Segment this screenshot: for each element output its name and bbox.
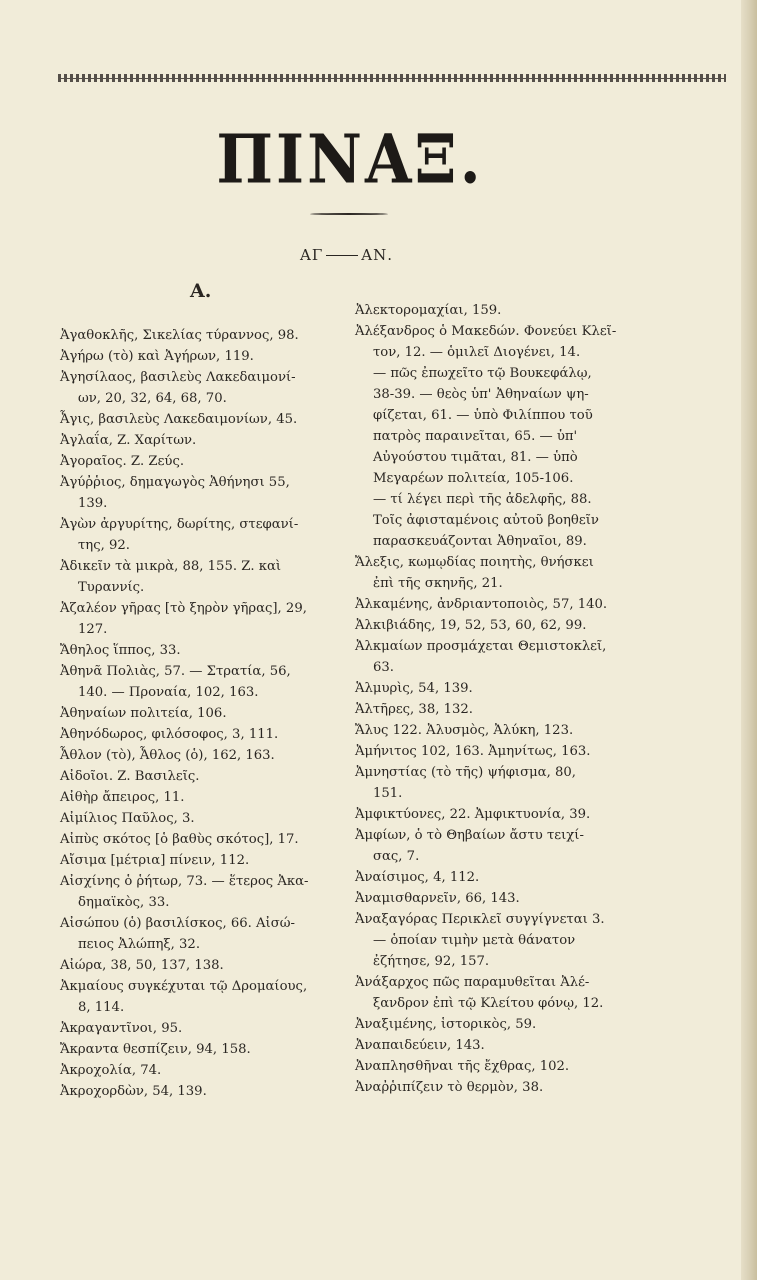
range-dash [326,255,358,256]
entry-continuation: Τοῖς ἀφισταμένοις αὐτοῦ βοηθεῖν [373,513,599,528]
index-entry [355,804,645,825]
index-entry [60,451,348,472]
entry-line: Ἀγήρω (τὸ) καὶ Ἀγήρων, 119. [60,349,254,364]
running-header [300,246,393,264]
index-column-right [355,300,645,1098]
entry-continuation: παρασκευάζονται Ἀθηναῖοι, 89. [373,534,587,549]
entry-line: Ἀλκιβιάδης, 19, 52, 53, 60, 62, 99. [355,618,587,633]
entry-line: Ἀλέξανδρος ὁ Μακεδών. Φονεύει Κλεῖ- [355,324,617,339]
index-entry [60,325,348,346]
entry-line: Αἰδοῖοι. Ζ. Βασιλεῖς. [60,769,200,784]
index-entry [355,1035,645,1056]
index-entry [60,829,348,850]
index-entry [355,615,645,636]
entry-continuation: Τυραννίς. [78,580,145,595]
index-entry [60,703,348,724]
index-entry [355,678,645,699]
entry-continuation: ἐπὶ τῆς σκηνῆς, 21. [373,576,503,591]
index-entry [60,1039,348,1060]
entry-line: Αἰσχίνης ὁ ῥήτωρ, 73. — ἕτερος Ἀκα- [60,874,309,889]
index-entry [355,972,645,1014]
entry-line: Ἀγλαΐα, Ζ. Χαρίτων. [60,433,197,448]
index-entry [355,741,645,762]
entry-line: Ἀμήνιτος 102, 163. Ἀμηνίτως, 163. [355,744,591,759]
index-entry [355,888,645,909]
index-entry [355,720,645,741]
entry-line: Ἄλυς 122. Ἀλυσμὸς, Ἀλύκη, 123. [355,723,574,738]
entry-line: Ἀμνηστίας (τὸ τῆς) ψήφισμα, 80, [355,765,576,780]
entry-line: Ἀναξαγόρας Περικλεῖ συγγίγνεται 3. [355,912,605,927]
index-entry [355,1014,645,1035]
entry-line: Ἄκραντα θεσπίζειν, 94, 158. [60,1042,251,1057]
entry-continuation: 140. — Προναία, 102, 163. [78,685,259,700]
index-entry [60,409,348,430]
index-entry [60,913,348,955]
entry-line: Ἀμφικτύονες, 22. Ἀμφικτυονία, 39. [355,807,591,822]
index-entry [60,598,348,640]
entry-line: Αἴσιμα [μέτρια] πίνειν, 112. [60,853,250,868]
entry-line: Ἀκροχολία, 74. [60,1063,162,1078]
index-entry [60,808,348,829]
index-entry [60,640,348,661]
entry-continuation: 151. [373,786,403,801]
entry-line: Ἀμφίων, ὁ τὸ Θηβαίων ἄστυ τειχί- [355,828,584,843]
index-entry [60,955,348,976]
index-entry [60,1081,348,1102]
index-entry [60,661,348,703]
entry-line: Αἰσώπου (ὁ) βασιλίσκος, 66. Αἰσώ- [60,916,295,931]
entry-line: Ἄθηλος ἵππος, 33. [60,643,181,658]
entry-line: Αἰμίλιος Παῦλος, 3. [60,811,195,826]
entry-continuation: φίζεται, 61. — ὑπὸ Φιλίππου τοῦ [373,408,593,423]
entry-continuation: ξανδρον ἐπὶ τῷ Κλείτου φόνῳ, 12. [373,996,604,1011]
entry-line: Αἰθὴρ ἄπειρος, 11. [60,790,185,805]
page-title: ΠΙΝΑΞ. [216,120,484,200]
entry-line: Αἰπὺς σκότος [ὁ βαθὺς σκότος], 17. [60,832,299,847]
entry-line: Ἀθηναίων πολιτεία, 106. [60,706,227,721]
index-entry [60,367,348,409]
entry-line: Ἀγαθοκλῆς, Σικελίας τύραννος, 98. [60,328,299,343]
entry-continuation: δημαϊκὸς, 33. [78,895,170,910]
index-entry [60,472,348,514]
entry-line: Ἀναξιμένης, ἱστορικὸς, 59. [355,1017,537,1032]
entry-line: Ἀνάξαρχος πῶς παραμυθεῖται Ἀλέ- [355,975,590,990]
index-entry [60,850,348,871]
index-entry [60,1018,348,1039]
entry-continuation: της, 92. [78,538,130,553]
entry-line: Ἀκροχορδὼν, 54, 139. [60,1084,207,1099]
entry-continuation: τον, 12. — ὁμιλεῖ Διογένει, 14. [373,345,581,360]
entry-line: Ἀγὼν ἀργυρίτης, δωρίτης, στεφανί- [60,517,299,532]
entry-continuation: 127. [78,622,108,637]
entry-line: Ἀγύῤῥιος, δημαγωγὸς Ἀθήνησι 55, [60,475,290,490]
index-entry [60,745,348,766]
entry-line: Ἀκραγαντῖνοι, 95. [60,1021,183,1036]
index-entry [60,346,348,367]
entry-line: Ἁλμυρὶς, 54, 139. [355,681,473,696]
entry-continuation: 139. [78,496,108,511]
entry-continuation: 63. [373,660,394,675]
index-entry [355,1077,645,1098]
entry-line: Ἀναμισθαρνεῖν, 66, 143. [355,891,520,906]
index-entry [355,636,645,678]
index-entry [355,867,645,888]
entry-continuation: — ὁποίαν τιμὴν μετὰ θάνατον [373,933,576,948]
entry-line: Ἀθηνᾶ Πολιὰς, 57. — Στρατία, 56, [60,664,291,679]
entry-line: Ἀναπαιδεύειν, 143. [355,1038,485,1053]
entry-continuation: ων, 20, 32, 64, 68, 70. [78,391,227,406]
index-entry [60,430,348,451]
entry-continuation: ἐζήτησε, 92, 157. [373,954,490,969]
section-letter: Α. [190,280,212,302]
entry-continuation: — πῶς ἐπωχεῖτο τῷ Βουκεφάλῳ, [373,366,592,381]
entry-line: Ἀναίσιμος, 4, 112. [355,870,480,885]
entry-line: Ἆθλον (τὸ), Ἆθλος (ὁ), 162, 163. [60,748,275,763]
entry-line: Ἄλεξις, κωμῳδίας ποιητὴς, θνήσκει [355,555,594,570]
index-entry [355,552,645,594]
range-start: ΑΓ [300,246,324,264]
entry-continuation: — τί λέγει περὶ τῆς ἀδελφῆς, 88. [373,492,592,507]
entry-line: Ἀγησίλαος, βασιλεὺς Λακεδαιμονί- [60,370,296,385]
index-entry [60,976,348,1018]
index-entry [355,321,645,552]
ornamental-rule [58,74,726,82]
index-entry [355,762,645,804]
index-entry [355,300,645,321]
page-edge [741,0,757,1280]
entry-line: Ἀλκμαίων προσμάχεται Θεμιστοκλεῖ, [355,639,607,654]
entry-line: Ἀναπλησθῆναι τῆς ἔχθρας, 102. [355,1059,570,1074]
index-entry [60,556,348,598]
entry-line: Ἀζαλέον γῆρας [τὸ ξηρὸν γῆρας], 29, [60,601,307,616]
index-entry [60,1060,348,1081]
entry-line: Ἀλκαμένης, ἀνδριαντοποιὸς, 57, 140. [355,597,608,612]
entry-continuation: Αὐγούστου τιμᾶται, 81. — ὑπὸ [373,450,578,465]
entry-line: Ἀλεκτορομαχίαι, 159. [355,303,502,318]
entry-line: Ἀδικεῖν τὰ μικρὰ, 88, 155. Ζ. καὶ [60,559,282,574]
index-entry [60,514,348,556]
index-entry [355,909,645,972]
entry-line: Ἀναῤῥιπίζειν τὸ θερμὸν, 38. [355,1080,544,1095]
index-column-left [60,325,348,1102]
entry-line: Αἰώρα, 38, 50, 137, 138. [60,958,224,973]
index-entry [355,699,645,720]
entry-line: Ἁλτῆρες, 38, 132. [355,702,473,717]
entry-continuation: πατρὸς παραινεῖται, 65. — ὑπ' [373,429,578,444]
entry-line: Ἀθηνόδωρος, φιλόσοφος, 3, 111. [60,727,279,742]
index-entry [60,871,348,913]
title-underline [310,212,388,216]
index-entry [60,766,348,787]
index-entry [60,724,348,745]
index-entry [355,594,645,615]
entry-continuation: 38-39. — θεὸς ὑπ' Ἀθηναίων ψη- [373,387,589,402]
entry-continuation: πειος Ἀλώπηξ, 32. [78,937,201,952]
entry-line: Ἀκμαίους συγκέχυται τῷ Δρομαίους, [60,979,308,994]
entry-line: Ἆγις, βασιλεὺς Λακεδαιμονίων, 45. [60,412,298,427]
index-entry [355,1056,645,1077]
entry-line: Ἀγοραῖος. Ζ. Ζεύς. [60,454,185,469]
entry-continuation: 8, 114. [78,1000,125,1015]
entry-continuation: σας, 7. [373,849,420,864]
entry-continuation: Μεγαρέων πολιτεία, 105-106. [373,471,574,486]
index-entry [355,825,645,867]
index-entry [60,787,348,808]
range-end: ΑΝ. [361,246,393,264]
